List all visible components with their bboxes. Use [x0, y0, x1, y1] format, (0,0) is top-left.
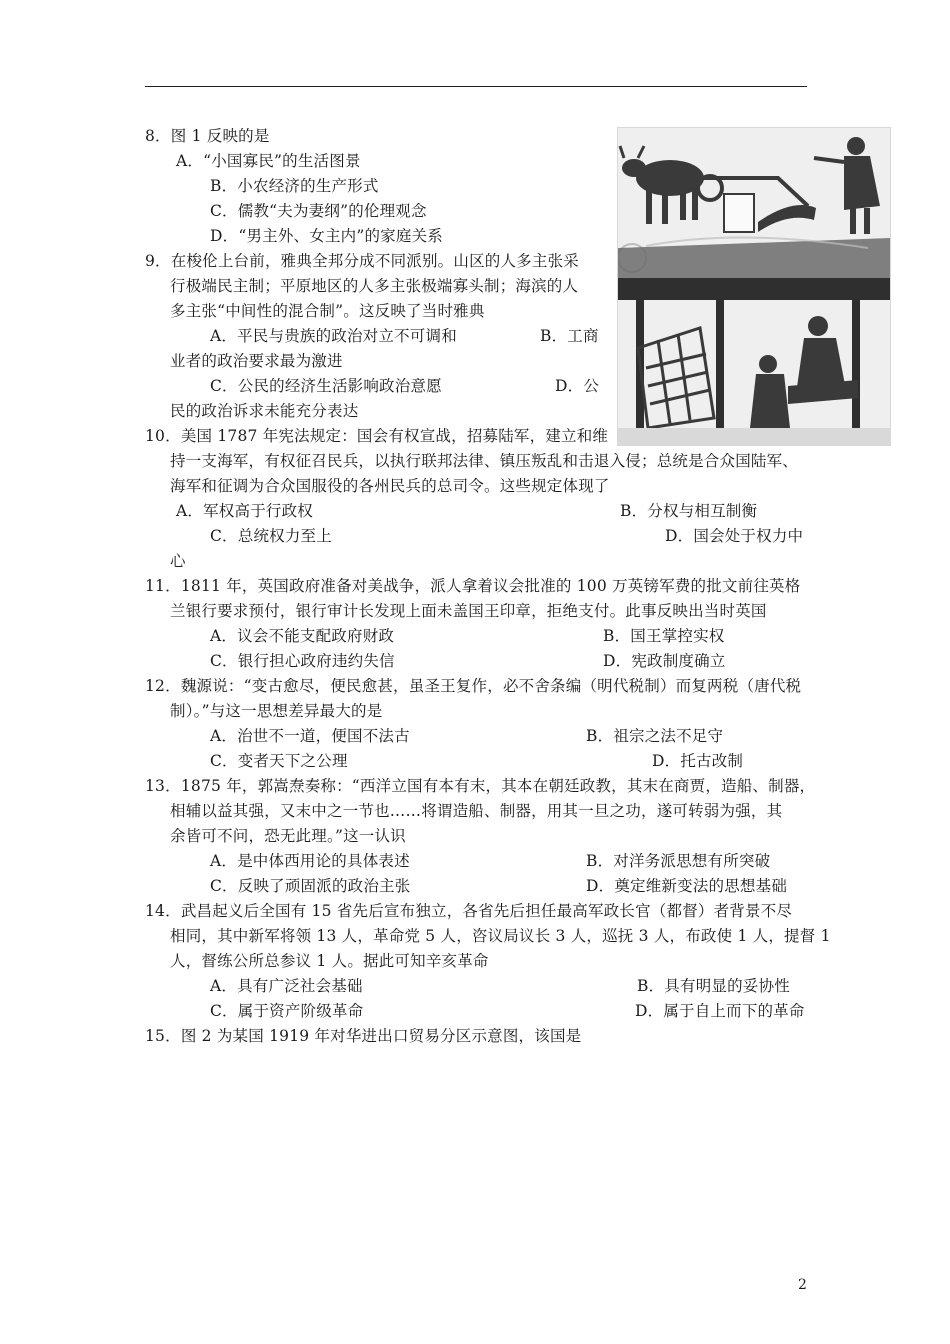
- q14-stem-line-1: 14．武昌起义后全国有 15 省先后宣布独立，各省先后担任最高军政长官（都督）者背景不尽: [145, 902, 793, 920]
- q8-option-d: D．“男主外、女主内”的家庭关系: [210, 227, 443, 245]
- q14-stem-line-2: 相同，其中新军将领 13 人，革命党 5 人，咨议局议长 3 人，巡抚 3 人，布政使 1 人，提督 1: [170, 927, 831, 945]
- q10-option-d-part-1: D．国会处于权力中: [665, 527, 804, 545]
- q10-stem-line-1: 10．美国 1787 年宪法规定：国会有权宣战，招募陆军，建立和维: [145, 427, 609, 445]
- q11-stem-line-1: 11．1811 年，英国政府准备对美战争，派人拿着议会批准的 100 万英镑军费的批文前往英格: [145, 577, 801, 595]
- q10-option-d-part-2: 心: [170, 552, 186, 570]
- q9-stem-line-3: 多主张“中间性的混合制”。这反映了当时雅典: [170, 302, 485, 320]
- q13-option-d: D．奠定维新变法的思想基础: [586, 877, 788, 895]
- q9-stem-line-1: 9．在梭伦上台前，雅典全邦分成不同派别。山区的人多主张采: [145, 252, 579, 270]
- q10-option-b: B．分权与相互制衡: [620, 502, 758, 520]
- q13-stem-line-2: 相辅以益其强，又末中之一节也……将谓造船、制器，用其一旦之功，遂可转弱为强，其: [170, 802, 783, 820]
- q9-option-c: C．公民的经济生活影响政治意愿: [210, 377, 442, 395]
- q14-stem-line-3: 人，督练公所总参议 1 人。据此可知辛亥革命: [170, 952, 489, 970]
- q10-option-c: C．总统权力至上: [210, 527, 332, 545]
- q12-stem-line-1: 12．魏源说：“变古愈尽，便民愈甚，虽圣王复作，必不舍条编（明代税制）而复两税（唐代税: [145, 677, 802, 695]
- figure-1-relief-image: [617, 127, 891, 446]
- q14-option-a: A．具有广泛社会基础: [210, 977, 363, 995]
- q14-option-b: B．具有明显的妥协性: [637, 977, 790, 995]
- q12-option-a: A．治世不一道，便国不法古: [210, 727, 410, 745]
- q12-option-d: D．托古改制: [652, 752, 744, 770]
- q14-option-c: C．属于资产阶级革命: [210, 1002, 364, 1020]
- page-number: 2: [798, 1277, 807, 1293]
- q13-stem-line-3: 余皆可不问，恐无此理。”这一认识: [170, 827, 406, 845]
- q13-option-b: B．对洋务派思想有所突破: [586, 852, 771, 870]
- q13-stem-line-1: 13．1875 年，郭嵩焘奏称：“西洋立国有本有末，其本在朝廷政教，其末在商贾，造船、制器，: [145, 777, 816, 795]
- q9-option-b-part-2: 业者的政治要求最为激进: [170, 352, 343, 370]
- q8-option-b: B．小农经济的生产形式: [210, 177, 379, 195]
- q10-stem-line-3: 海军和征调为合众国服役的各州民兵的总司令。这些规定体现了: [170, 477, 610, 495]
- header-rule: [145, 86, 807, 87]
- q12-option-b: B．祖宗之法不足守: [586, 727, 724, 745]
- q9-option-b-part-1: B．工商: [540, 327, 599, 345]
- q12-option-c: C．变者天下之公理: [210, 752, 348, 770]
- q11-option-d: D．宪政制度确立: [603, 652, 726, 670]
- q9-option-d-part-1: D．公: [555, 377, 600, 395]
- q11-stem-line-2: 兰银行要求预付，银行审计长发现上面未盖国王印章，拒绝支付。此事反映出当时英国: [170, 602, 767, 620]
- q9-option-a: A．平民与贵族的政治对立不可调和: [210, 327, 457, 345]
- q9-stem-line-2: 行极端民主制；平原地区的人多主张极端寡头制；海滨的人: [170, 277, 579, 295]
- q13-option-c: C．反映了顽固派的政治主张: [210, 877, 411, 895]
- q11-option-c: C．银行担心政府违约失信: [210, 652, 395, 670]
- q11-option-b: B．国王掌控实权: [603, 627, 725, 645]
- q15-stem-line-1: 15．图 2 为某国 1919 年对华进出口贸易分区示意图，该国是: [145, 1027, 582, 1045]
- q10-option-a: A．军权高于行政权: [176, 502, 313, 520]
- q12-stem-line-2: 制）。”与这一思想差异最大的是: [170, 702, 383, 720]
- q14-option-d: D．属于自上而下的革命: [635, 1002, 805, 1020]
- q8-stem: 8．图 1 反映的是: [145, 127, 270, 145]
- q13-option-a: A．是中体西用论的具体表述: [210, 852, 410, 870]
- q9-option-d-part-2: 民的政治诉求未能充分表达: [170, 402, 359, 420]
- q8-option-c: C．儒教“夫为妻纲”的伦理观念: [210, 202, 427, 220]
- q11-option-a: A．议会不能支配政府财政: [210, 627, 395, 645]
- q10-stem-line-2: 持一支海军，有权征召民兵，以执行联邦法律、镇压叛乱和击退入侵；总统是合众国陆军、: [170, 452, 799, 470]
- q8-option-a: A．“小国寡民”的生活图景: [176, 152, 361, 170]
